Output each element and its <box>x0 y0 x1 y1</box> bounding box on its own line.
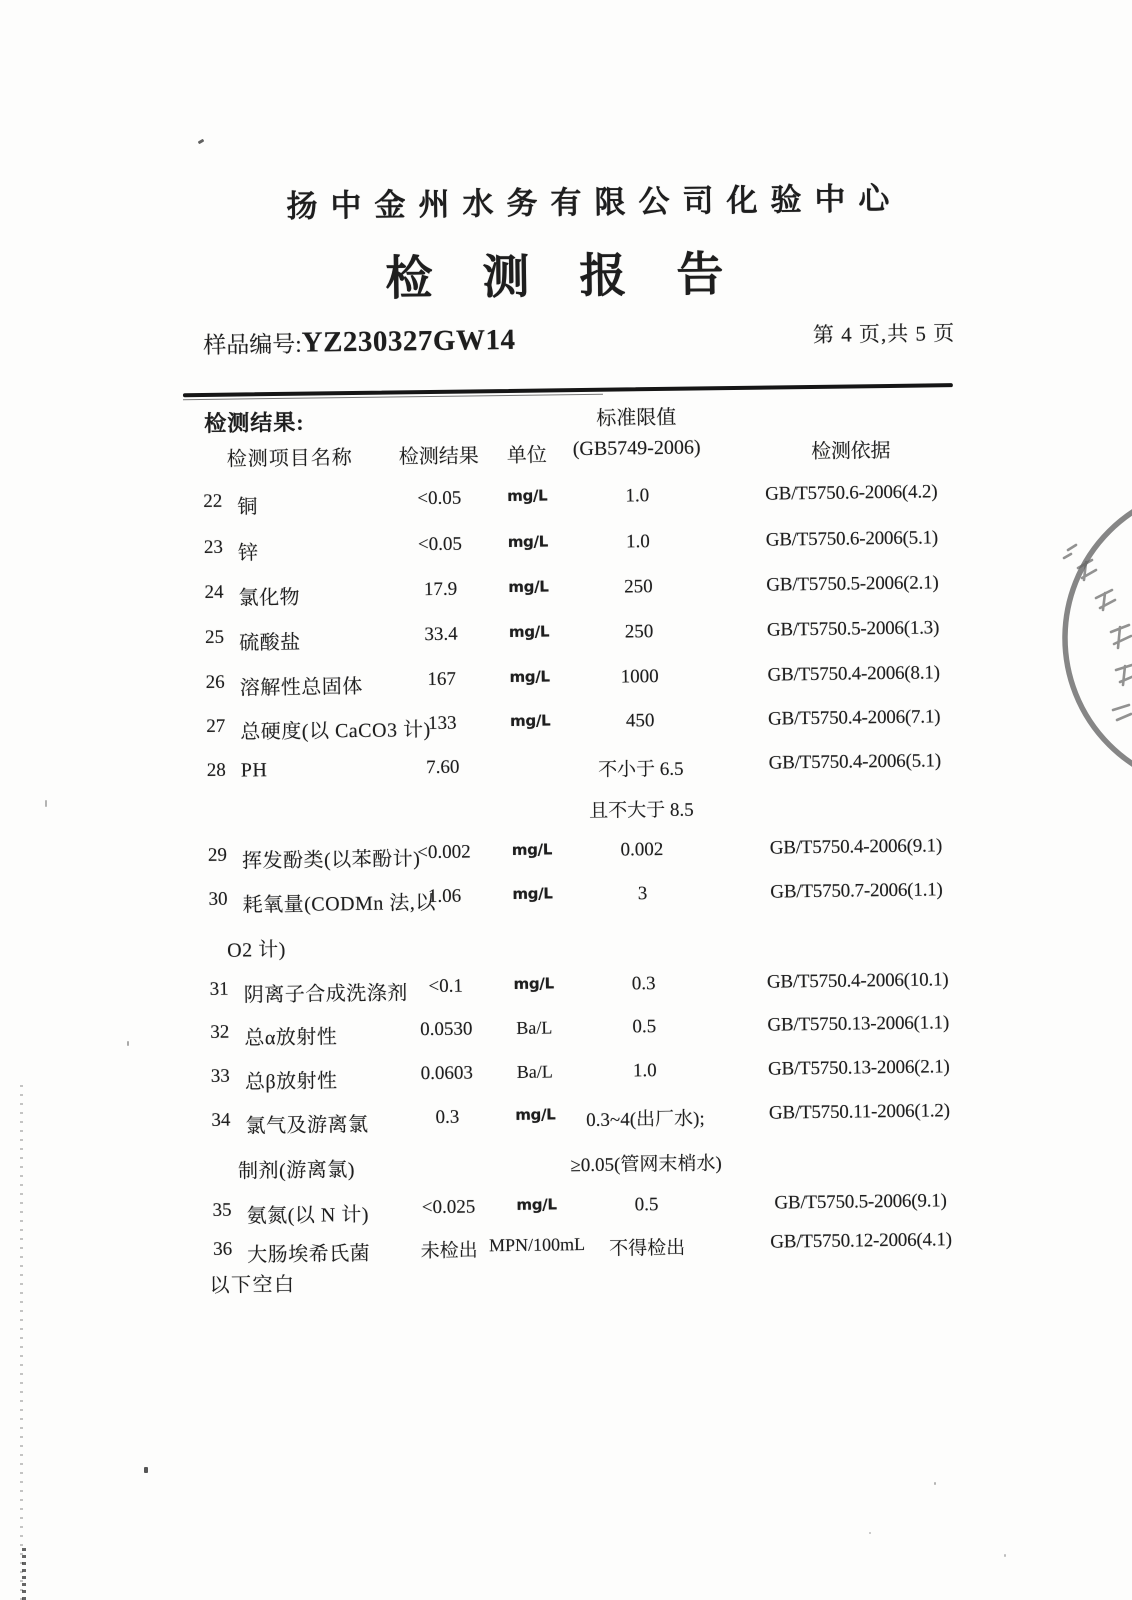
table-row-continuation <box>7 922 1132 965</box>
item-result: 7.60 <box>426 756 460 779</box>
item-basis: GB/T5750.12-2006(4.1) <box>770 1229 952 1253</box>
item-name: 锌 <box>237 542 259 565</box>
report-title: 检测报告 <box>385 248 774 306</box>
column-header-name: 检测项目名称 <box>226 447 353 471</box>
item-name: 耗氧量(CODMn 法,以 <box>242 891 436 917</box>
item-limit: 1.0 <box>625 531 650 553</box>
scan-speck <box>127 1041 129 1046</box>
column-header-limit: (GB5749-2006) <box>572 436 701 461</box>
item-limit: 250 <box>624 576 653 598</box>
item-limit: 不小于 6.5 <box>597 758 684 781</box>
item-limit: 0.002 <box>620 838 664 861</box>
item-limit: 3 <box>637 883 648 905</box>
item-basis: GB/T5750.5-2006(1.3) <box>766 617 940 641</box>
item-unit: mg/L <box>515 1105 556 1124</box>
item-unit: mg/L <box>510 711 551 730</box>
item-basis: GB/T5750.4-2006(9.1) <box>769 835 943 859</box>
item-name: 大肠埃希氏菌 <box>247 1242 371 1267</box>
item-no: 32 <box>210 1021 230 1043</box>
sample-number-line <box>203 323 516 361</box>
item-limit: ≥0.05(管网末梢水) <box>570 1153 722 1177</box>
sample-label: 样品编号: <box>203 331 302 358</box>
item-basis: GB/T5750.6-2006(5.1) <box>765 527 939 551</box>
standard-limit-caption: 标准限值 <box>596 406 677 430</box>
table-row <box>1 479 1132 522</box>
item-basis: GB/T5750.13-2006(1.1) <box>767 1012 950 1036</box>
item-limit: 0.3~4(出厂水); <box>586 1108 705 1132</box>
item-name: 总α放射性 <box>244 1026 338 1050</box>
item-result: 未检出 <box>420 1240 478 1263</box>
section-label: 检测结果: <box>204 409 305 436</box>
item-basis: GB/T5750.13-2006(2.1) <box>767 1056 950 1080</box>
item-result: 0.0530 <box>419 1018 473 1041</box>
item-basis: GB/T5750.4-2006(5.1) <box>768 750 942 774</box>
item-result: 0.0603 <box>420 1062 474 1085</box>
item-no: 28 <box>206 759 226 781</box>
column-header-basis: 检测依据 <box>810 439 891 464</box>
item-basis: GB/T5750.4-2006(7.1) <box>767 706 941 730</box>
item-unit: Ba/L <box>516 1061 553 1082</box>
scan-noise-strip <box>20 1085 23 1600</box>
item-limit: 0.3 <box>631 973 656 995</box>
item-unit: mg/L <box>516 1195 557 1214</box>
item-limit: 且不大于 8.5 <box>589 799 694 822</box>
scan-speck <box>869 1532 871 1534</box>
org-title: 扬中金州水务有限公司化验中心 <box>286 180 903 224</box>
item-no: 29 <box>207 844 228 866</box>
item-limit: 450 <box>625 710 655 732</box>
item-basis: GB/T5750.4-2006(8.1) <box>767 662 940 686</box>
item-unit: mg/L <box>509 667 550 686</box>
item-no: 24 <box>204 581 224 603</box>
item-basis: GB/T5750.4-2006(10.1) <box>766 969 949 993</box>
item-name: 硫酸盐 <box>239 631 301 655</box>
item-name: 氨氮(以 N 计) <box>246 1203 370 1228</box>
scan-speck <box>45 800 47 807</box>
table-row <box>8 967 1132 1010</box>
item-no: 22 <box>203 490 223 512</box>
item-result: <0.1 <box>428 975 464 998</box>
item-unit: mg/L <box>507 486 548 505</box>
item-unit: mg/L <box>512 884 553 903</box>
table-row-continuation <box>10 1143 1132 1186</box>
item-unit: MPN/100mL <box>488 1234 586 1256</box>
table-row <box>4 704 1132 747</box>
stamp-seal <box>1016 498 1132 798</box>
standard-limit-caption-row <box>0 395 1132 438</box>
item-unit: mg/L <box>513 974 554 993</box>
item-basis: GB/T5750.6-2006(4.2) <box>765 481 938 505</box>
item-name: 铜 <box>237 496 259 519</box>
item-no: 23 <box>203 536 224 558</box>
item-name: 总β放射性 <box>244 1070 338 1094</box>
item-basis: GB/T5750.11-2006(1.2) <box>768 1100 950 1124</box>
item-unit: Ba/L <box>516 1017 553 1038</box>
item-name: O2 计) <box>227 938 286 962</box>
page-indicator: 第 4 页,共 5 页 <box>812 321 956 347</box>
item-name: 总硬度(以 CaCO3 计) <box>240 719 431 744</box>
item-no: 31 <box>209 978 229 1000</box>
item-name: 氯气及游离氯 <box>245 1113 369 1138</box>
table-row <box>4 660 1132 703</box>
scan-speck <box>1004 1554 1006 1557</box>
table-row-continuation <box>5 789 1132 832</box>
item-result: 1.06 <box>427 885 462 908</box>
item-basis: GB/T5750.7-2006(1.1) <box>770 879 943 903</box>
item-limit: 1.0 <box>632 1060 657 1082</box>
item-no: 34 <box>211 1109 231 1131</box>
item-result: 33.4 <box>424 623 458 646</box>
item-no: 35 <box>212 1199 232 1221</box>
item-limit: 1.0 <box>625 485 650 507</box>
table-row <box>6 833 1132 876</box>
item-basis: GB/T5750.5-2006(2.1) <box>766 572 939 596</box>
item-unit: mg/L <box>507 532 549 551</box>
table-row <box>9 1098 1132 1141</box>
item-limit: 250 <box>624 621 654 643</box>
table-row <box>10 1188 1132 1231</box>
item-limit: 0.5 <box>634 1194 659 1216</box>
item-result: <0.002 <box>417 841 471 864</box>
item-limit: 不得检出 <box>608 1237 686 1260</box>
item-no: 27 <box>206 715 226 737</box>
item-name: 氯化物 <box>238 586 301 610</box>
item-no: 33 <box>210 1065 230 1087</box>
scan-speck <box>144 1467 148 1473</box>
item-result: <0.05 <box>417 487 462 510</box>
item-no: 25 <box>204 626 225 648</box>
scan-noise-strip <box>22 1548 26 1600</box>
item-unit: mg/L <box>511 840 553 859</box>
table-row <box>11 1227 1132 1270</box>
table-row <box>8 1010 1132 1053</box>
item-result: 17.9 <box>423 578 458 601</box>
table-row <box>2 525 1132 568</box>
column-header-result: 检测结果 <box>398 445 479 469</box>
item-result: 133 <box>427 712 457 735</box>
table-row <box>9 1054 1132 1097</box>
item-name: 制剂(游离氯) <box>237 1159 356 1183</box>
table-row <box>2 570 1132 613</box>
footer-note: 以下空白 <box>209 1273 296 1297</box>
item-limit: 1000 <box>620 666 659 688</box>
table-header-row <box>1 431 1132 474</box>
item-name: PH <box>240 759 268 782</box>
scan-speck <box>934 1482 936 1485</box>
item-unit: mg/L <box>508 622 550 641</box>
item-name: 阴离子合成洗涤剂 <box>243 982 408 1007</box>
item-result: <0.05 <box>417 533 463 556</box>
item-result: 0.3 <box>435 1106 460 1128</box>
table-row <box>5 748 1132 791</box>
table-row <box>3 615 1132 658</box>
item-limit: 0.5 <box>632 1016 657 1038</box>
item-name: 溶解性总固体 <box>239 675 363 700</box>
column-header-unit: 单位 <box>506 444 547 467</box>
item-result: <0.025 <box>421 1196 476 1219</box>
item-no: 30 <box>208 888 228 910</box>
item-basis: GB/T5750.5-2006(9.1) <box>774 1190 947 1214</box>
item-unit: mg/L <box>508 577 549 596</box>
item-no: 36 <box>212 1238 233 1260</box>
item-name: 挥发酚类(以苯酚计) <box>241 848 421 873</box>
sample-number: YZ230327GW14 <box>301 323 516 359</box>
item-no: 26 <box>205 671 225 693</box>
item-result: 167 <box>427 668 457 691</box>
table-row <box>6 877 1132 920</box>
